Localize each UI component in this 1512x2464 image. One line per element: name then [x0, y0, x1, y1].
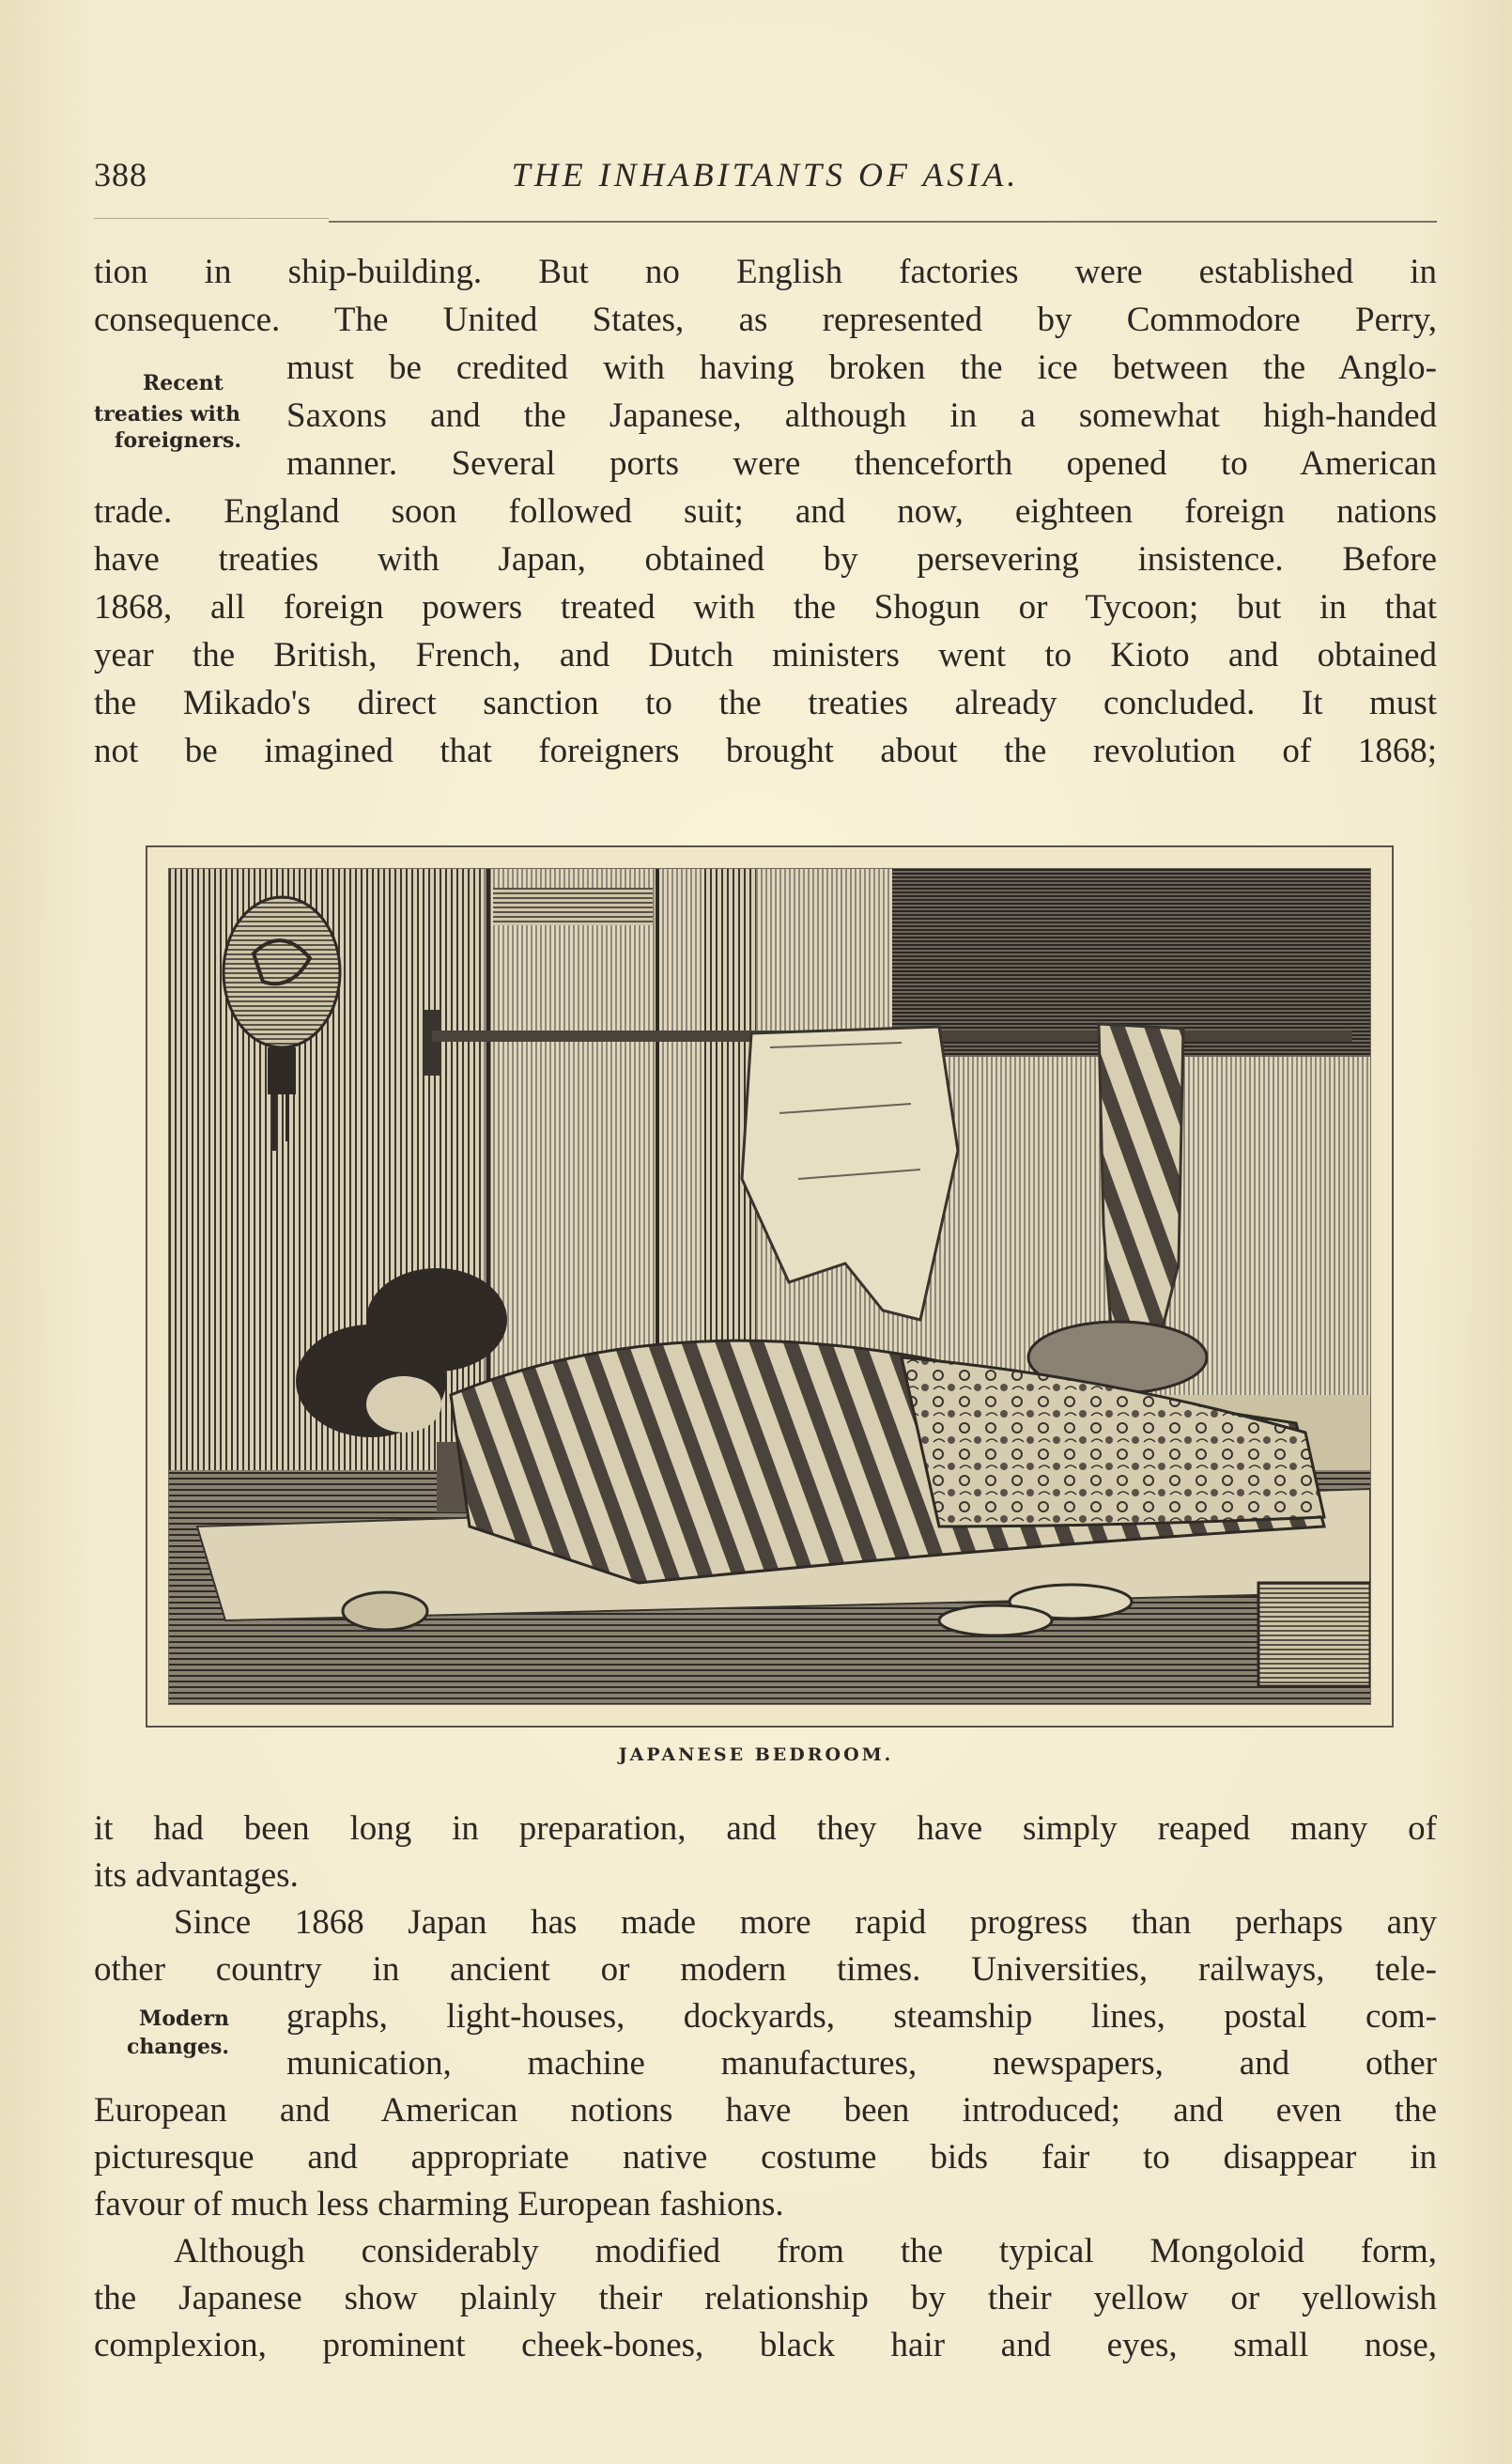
sidenote-modern: Modern	[139, 2007, 229, 2031]
sidenote-changes: changes.	[127, 2035, 230, 2059]
text-line: it had been long in preparation, and they have simply reaped many of	[94, 1809, 1437, 1848]
sidenote-recent: Recent	[143, 371, 224, 395]
text-line: favour of much less charming European fashions.	[94, 2185, 784, 2224]
text-line: European and American notions have been introduced; and even the	[94, 2091, 1437, 2130]
text-line: graphs, light-houses, dockyards, steamship lines, postal com-	[286, 1997, 1437, 2036]
text-line: manner. Several ports were thenceforth opened to American	[286, 444, 1437, 483]
text-line: Although considerably modified from the typical Mongoloid form,	[174, 2232, 1437, 2270]
sidenote-treaties: treaties with	[94, 402, 241, 426]
sidenote-foreigners: foreigners.	[115, 428, 242, 453]
text-line: munication, machine manufactures, newspapers, and other	[286, 2044, 1437, 2083]
page-number: 388	[94, 156, 147, 194]
text-line: must be credited with having broken the ice between the Anglo-	[286, 349, 1437, 387]
engraving-figure	[146, 845, 1394, 1728]
text-line: Since 1868 Japan has made more rapid progress than perhaps any	[174, 1903, 1437, 1942]
text-line: year the British, French, and Dutch ministers went to Kioto and obtained	[94, 636, 1437, 674]
running-title: THE INHABITANTS OF ASIA.	[511, 156, 1020, 194]
text-line: tion in ship-building. But no English factories were established in	[94, 253, 1437, 291]
text-line: picturesque and appropriate native costume bids fair to disappear in	[94, 2138, 1437, 2177]
header-rule-left	[94, 218, 329, 219]
text-line: not be imagined that foreigners brought about the revolution of 1868;	[94, 732, 1437, 770]
text-line: its advantages.	[94, 1856, 299, 1895]
engraving-japanese-bedroom	[168, 868, 1371, 1705]
text-line: have treaties with Japan, obtained by persevering insistence. Before	[94, 540, 1437, 579]
text-line: complexion, prominent cheek-bones, black hair and eyes, small nose,	[94, 2326, 1437, 2364]
figure-caption: JAPANESE BEDROOM.	[618, 1744, 894, 1765]
header-rule	[329, 221, 1437, 223]
text-line: 1868, all foreign powers treated with the Shogun or Tycoon; but in that	[94, 588, 1437, 627]
text-line: trade. England soon followed suit; and now, eighteen foreign nations	[94, 492, 1437, 531]
running-head	[94, 155, 1437, 211]
text-line: other country in ancient or modern times. Universities, railways, tele-	[94, 1950, 1437, 1989]
text-line: Saxons and the Japanese, although in a somewhat high-handed	[286, 396, 1437, 435]
text-line: the Japanese show plainly their relationship by their yellow or yellowish	[94, 2279, 1437, 2317]
text-line: the Mikado's direct sanction to the treaties already concluded. It must	[94, 684, 1437, 722]
bedroom-illustration	[169, 869, 1370, 1704]
text-line: consequence. The United States, as represented by Commodore Perry,	[94, 301, 1437, 339]
